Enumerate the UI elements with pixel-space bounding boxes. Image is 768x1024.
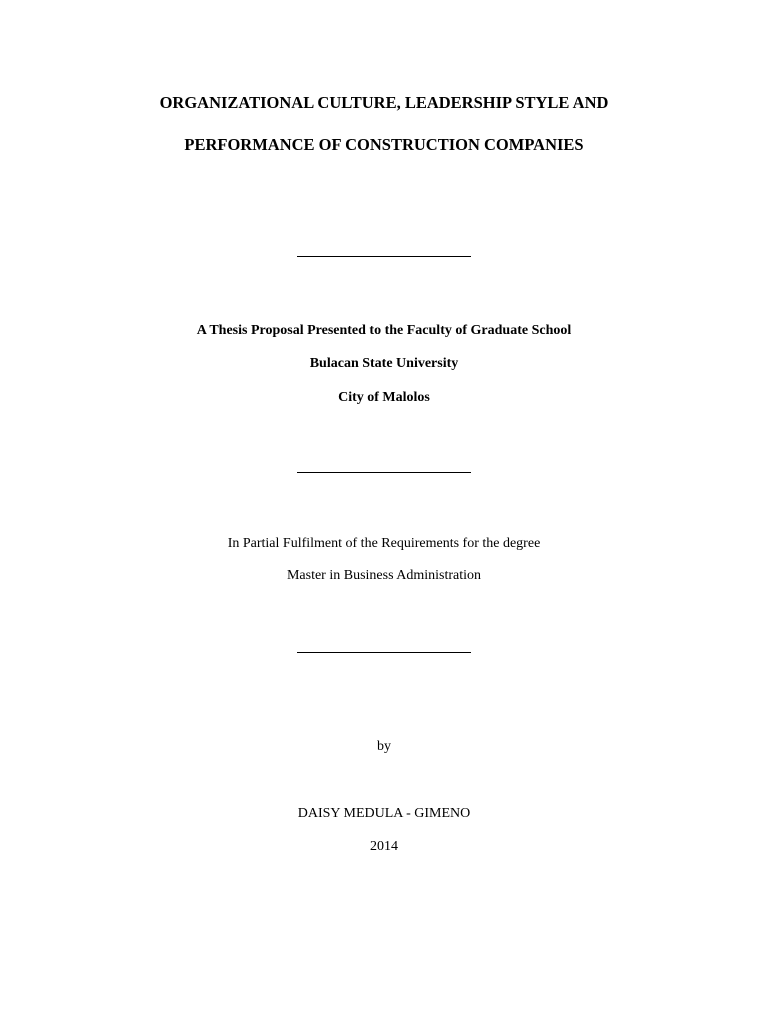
separator-rule	[297, 652, 471, 653]
presentation-statement: A Thesis Proposal Presented to the Faculty of Graduate School	[196, 323, 572, 338]
city-name: City of Malolos	[338, 390, 430, 405]
university-name: Bulacan State University	[309, 356, 459, 371]
author-name: DAISY MEDULA - GIMENO	[297, 806, 471, 821]
fulfilment-statement: In Partial Fulfilment of the Requirements for the degree	[227, 536, 541, 551]
separator-rule	[297, 472, 471, 473]
thesis-title-line-2: PERFORMANCE OF CONSTRUCTION COMPANIES	[184, 135, 584, 154]
thesis-title-line-1: ORGANIZATIONAL CULTURE, LEADERSHIP STYLE AND	[159, 93, 609, 112]
year: 2014	[370, 839, 398, 854]
by-label: by	[377, 739, 391, 754]
separator-rule	[297, 256, 471, 257]
degree-name: Master in Business Administration	[286, 568, 482, 583]
